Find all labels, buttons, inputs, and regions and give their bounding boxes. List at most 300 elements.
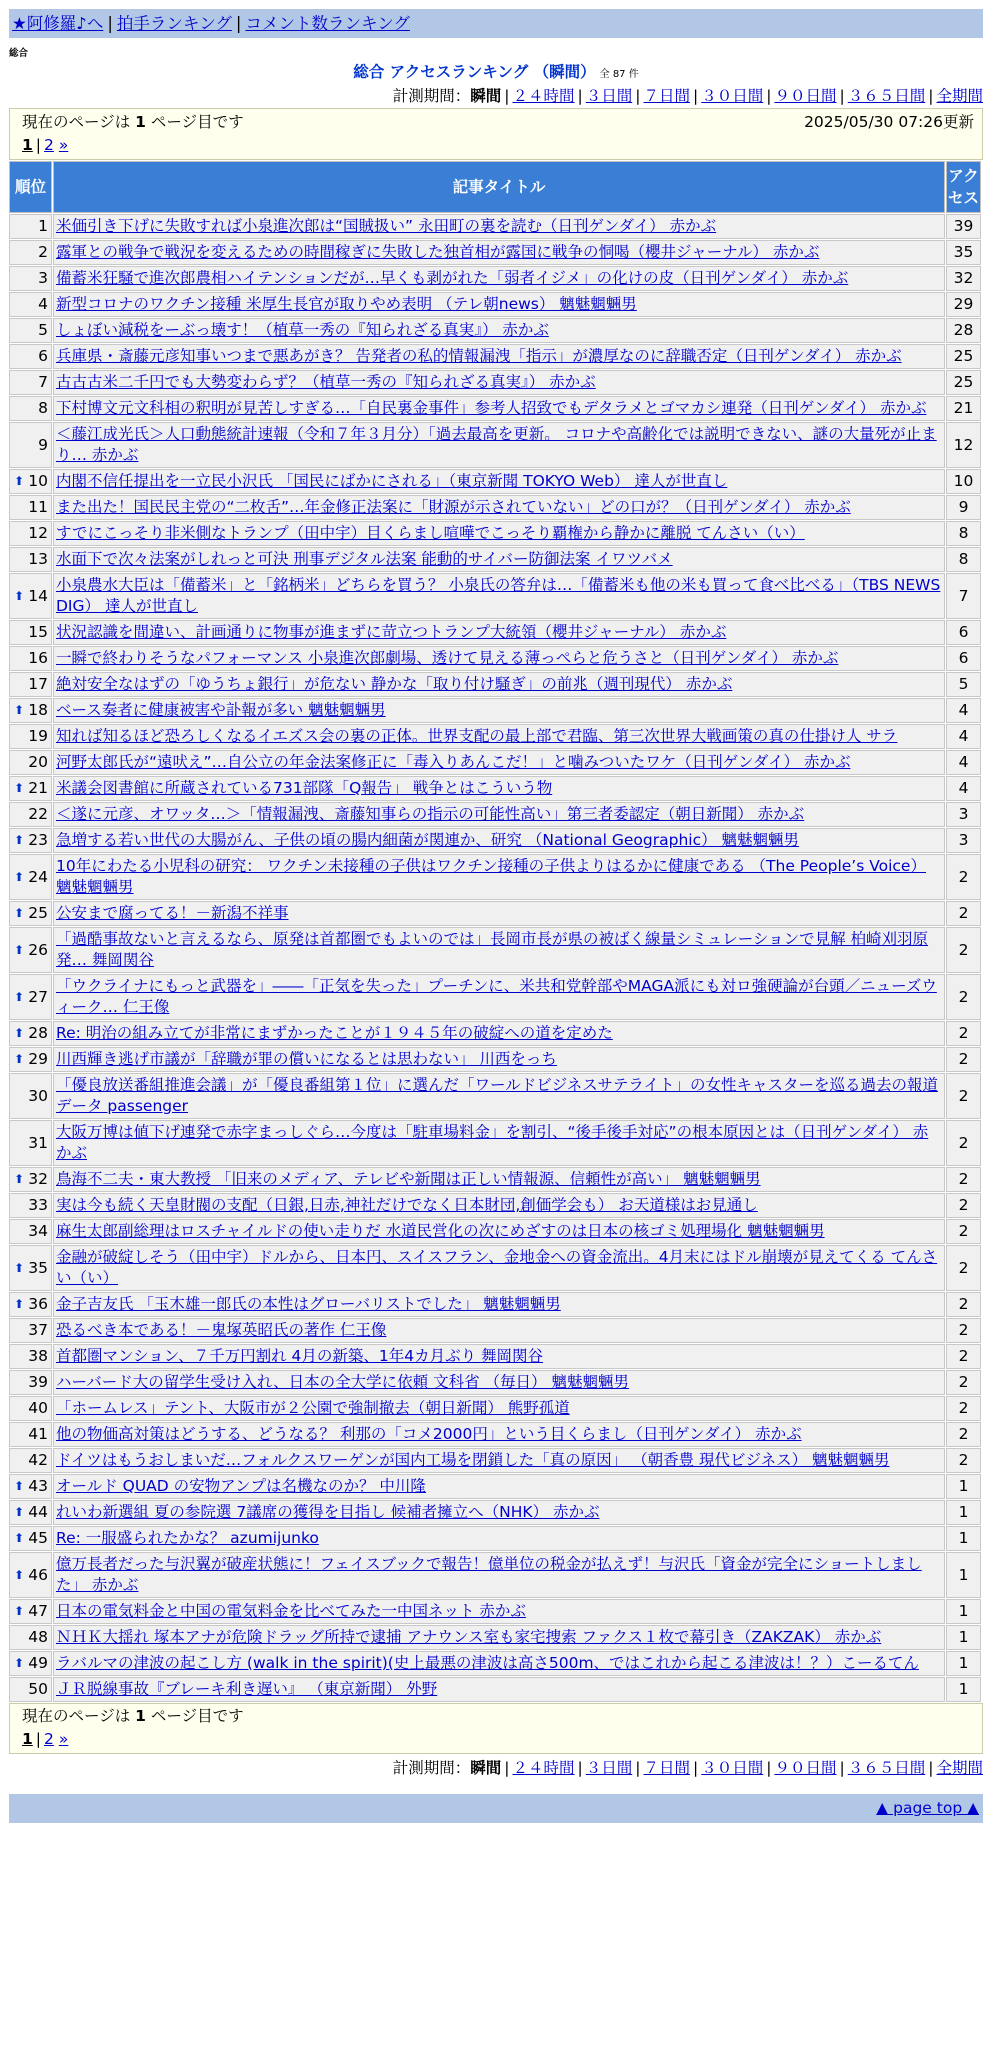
rank-cell (9, 1500, 52, 1525)
title-cell (53, 1120, 945, 1166)
up-arrow-icon: ⬆ (14, 989, 25, 1004)
article-link[interactable]: 日本の電気料金と中国の電気料金を比べてみた一中国ネット 赤かぶ (56, 1602, 526, 1620)
period-option: 瞬間 (470, 87, 502, 105)
pager-next[interactable]: » (58, 1730, 69, 1748)
title-cell (53, 344, 945, 369)
rank-cell (9, 776, 52, 801)
rank-number: 39 (28, 1373, 48, 1391)
header-access: アクセス (946, 161, 981, 213)
up-arrow-icon: ⬆ (14, 1026, 25, 1040)
up-arrow-icon: ⬆ (14, 1567, 25, 1582)
table-row (9, 1500, 981, 1525)
access-count: 2 (946, 1120, 981, 1166)
rank-cell (9, 828, 52, 853)
access-count: 10 (946, 469, 981, 494)
up-arrow-icon: ⬆ (14, 474, 25, 488)
period-option[interactable]: ２４時間 (512, 87, 575, 105)
rank-cell (9, 1396, 52, 1421)
access-count: 2 (946, 1193, 981, 1218)
access-count: 29 (946, 292, 981, 317)
title-cell (53, 646, 945, 671)
article-link[interactable]: 急増する若い世代の大腸がん、子供の頃の腸内細菌が関連か、研究 （National Geographic） 魑魅魍魎男 (56, 831, 800, 849)
article-link[interactable]: 下村博文元文科相の釈明が見苦しすぎる…「自民裏金事件」参考人招致でもデタラメとゴマカシ連発（日刊ゲンダイ） 赤かぶ (56, 399, 927, 417)
article-link[interactable]: 「ウクライナにもっと武器を」――「正気を失った」プーチンに、米共和党幹部やMAGA派にも対ロ強硬論が台頭／ニューズウィーク… 仁王像 (56, 977, 937, 1016)
article-link[interactable]: 米価引き下げに失敗すれば小泉進次郎は“国賊扱い” 永田町の裏を読む（日刊ゲンダイ） 赤かぶ (56, 217, 717, 235)
article-link[interactable]: 「優良放送番組推進会議」が「優良番組第１位」に選んだ「ワールドビジネスサテライト」の女性キャスターを巡る過去の報道データ passenger (56, 1076, 938, 1115)
article-link[interactable]: 金融が破綻しそう（田中宇）ドルから、日本円、スイスフラン、金地金への資金流出。4月末にはドル崩壊が見えてくる てんさい（い） (56, 1248, 938, 1287)
table-row (9, 573, 981, 619)
period-option[interactable]: ３日間 (585, 1759, 633, 1777)
pager-page[interactable]: 2 (44, 1730, 54, 1748)
rank-number: 30 (28, 1086, 48, 1105)
rank-cell (9, 469, 52, 494)
rank-number: 15 (28, 623, 48, 641)
rank-cell (9, 1599, 52, 1624)
rank-number: 9 (38, 435, 48, 454)
rank-cell (9, 1318, 52, 1343)
rank-number: 44 (28, 1503, 48, 1521)
period-option[interactable]: ９０日間 (774, 1759, 837, 1777)
access-count: 2 (946, 1396, 981, 1421)
article-link[interactable]: 「ホームレス」テント、大阪市が２公園で強制撤去（朝日新聞） 熊野孤道 (56, 1399, 570, 1417)
table-row (9, 854, 981, 900)
rank-number: 43 (28, 1477, 48, 1495)
table-row (9, 396, 981, 421)
header-title: 記事タイトル (53, 161, 945, 213)
rank-number: 20 (28, 753, 48, 771)
access-count: 1 (946, 1651, 981, 1676)
rank-cell (9, 370, 52, 395)
article-link[interactable]: 河野太郎氏が“遠吠え”…自公立の年金法案修正に「毒入りあんこだ！」と噛みついたワケ（日刊ゲンダイ） 赤かぶ (56, 753, 851, 771)
article-link[interactable]: また出た！国民民主党の“二枚舌”…年金修正法案に「財源が示されていない」どの口が？（日刊ゲンダイ） 赤かぶ (56, 498, 851, 516)
ranking-table (8, 160, 982, 1703)
rank-cell (9, 750, 52, 775)
article-link[interactable]: 小泉農水大臣は「備蓄米」と「銘柄米」どちらを買う？ 小泉氏の答弁は…「備蓄米も他の米も買って食べ比べる」（TBS NEWS DIG） 達人が世直し (56, 576, 941, 615)
rank-cell (9, 422, 52, 468)
rank-cell (9, 573, 52, 619)
rank-number: 1 (38, 217, 48, 235)
period-separator: | (928, 1759, 934, 1777)
clap-ranking-link[interactable]: 拍手ランキング (116, 14, 232, 33)
access-count: 2 (946, 1318, 981, 1343)
pager-page[interactable]: 2 (44, 136, 54, 154)
rank-number: 10 (28, 472, 48, 490)
access-count: 5 (946, 672, 981, 697)
home-link[interactable]: ★阿修羅♪へ (12, 14, 104, 33)
article-link[interactable]: ＪＲ脱線事故『ブレーキ利き遅い』 （東京新聞） 外野 (56, 1680, 438, 1698)
rank-number: 19 (28, 727, 48, 745)
access-count: 35 (946, 240, 981, 265)
rank-number: 45 (28, 1529, 48, 1547)
article-link[interactable]: 備蓄米狂騒で進次郎農相ハイテンションだが…早くも剥がれた「弱者イジメ」の化けの皮（日刊ゲンダイ） 赤かぶ (56, 269, 849, 287)
title-cell (53, 1047, 945, 1072)
title-cell (53, 547, 945, 572)
title-cell (53, 266, 945, 291)
period-separator: | (504, 1759, 510, 1777)
rank-number: 46 (28, 1565, 48, 1584)
access-count: 7 (946, 573, 981, 619)
rank-number: 32 (28, 1170, 48, 1188)
up-arrow-icon: ⬆ (14, 703, 25, 717)
period-label: 計測期間： (392, 1759, 471, 1777)
rank-cell (9, 396, 52, 421)
up-arrow-icon: ⬆ (14, 869, 25, 884)
pager-next[interactable]: » (58, 136, 69, 154)
article-link[interactable]: 絶対安全なはずの「ゆうちょ銀行」が危ない 静かな「取り付け騒ぎ」の前兆（週刊現代） 赤かぶ (56, 675, 733, 693)
period-separator: | (766, 87, 772, 105)
title-cell (53, 573, 945, 619)
article-link[interactable]: 「過酷事故ないと言えるなら、原発は首都圏でもよいのでは」長岡市長が県の被ばく線量シミュレーションで見解 柏崎刈羽原発… 舞岡関谷 (56, 930, 929, 969)
article-link[interactable]: 他の物価高対策はどうする、どうなる？ 利那の「コメ2000円」という目くらまし（日刊ゲンダイ） 赤かぶ (56, 1425, 802, 1443)
article-link[interactable]: すでにこっそり非米側なトランプ（田中宇）目くらまし喧嘩でこっそり覇権から静かに離脱 てんさい（い） (56, 524, 805, 542)
rank-number: 26 (28, 940, 48, 959)
table-row (9, 750, 981, 775)
rank-number: 21 (28, 779, 48, 797)
article-link[interactable]: 川西輝き逃げ市議が「辞職が罪の償いになるとは思わない」 川西をっち (56, 1050, 557, 1068)
table-row (9, 1120, 981, 1166)
article-link[interactable]: 公安まで腐ってる！－新潟不祥事 (56, 904, 289, 922)
up-arrow-icon: ⬆ (14, 1479, 25, 1493)
rank-cell (9, 1552, 52, 1598)
up-arrow-icon: ⬆ (14, 1297, 25, 1311)
period-selector-bottom (9, 1756, 983, 1780)
article-link[interactable]: Re: 一服盛られたかな？ azumijunko (56, 1529, 319, 1547)
access-count: 9 (946, 495, 981, 520)
article-link[interactable]: 実は今も続く天皇財閥の支配（日銀,日赤,神社だけでなく日本財団,創価学会も） お天道様はお見通し (56, 1196, 758, 1214)
period-option[interactable]: ２４時間 (512, 1759, 575, 1777)
rank-cell (9, 854, 52, 900)
access-count: 32 (946, 266, 981, 291)
rank-cell (9, 1526, 52, 1551)
rank-cell (9, 1047, 52, 1072)
article-link[interactable]: 大阪万博は値下げ連発で赤字まっしぐら…今度は「駐車場料金」を割引、“後手後手対応”の根本原因とは（日刊ゲンダイ） 赤かぶ (56, 1123, 929, 1162)
up-arrow-icon: ⬆ (14, 833, 25, 847)
article-link[interactable]: 状況認識を間違い、計画通りに物事が進まずに苛立つトランプ大統領（櫻井ジャーナル） 赤かぶ (56, 623, 727, 641)
pagination-bottom (9, 1703, 983, 1754)
article-link[interactable]: ベース奏者に健康被害や訃報が多い 魑魅魍魎男 (56, 701, 386, 719)
table-row (9, 1422, 981, 1447)
article-link[interactable]: 知れば知るほど恐ろしくなるイエズス会の裏の正体。世界支配の最上部で君臨、第三次世界大戦画策の真の仕掛け人 サラ (56, 727, 898, 745)
table-row (9, 1651, 981, 1676)
title-cell (53, 1448, 945, 1473)
article-link[interactable]: ＜遂に元彦、オワッタ…＞「情報漏洩、斎藤知事らの指示の可能性高い」第三者委認定（朝日新聞） 赤かぶ (56, 805, 805, 823)
table-row (9, 672, 981, 697)
page-top-link[interactable]: ▲ page top ▲ (876, 1799, 979, 1817)
rank-number: 14 (28, 586, 48, 605)
period-option[interactable]: ７日間 (643, 1759, 690, 1777)
rank-number: 4 (38, 295, 48, 313)
title-cell (53, 1500, 945, 1525)
title-cell (53, 1167, 945, 1192)
period-option[interactable]: ９０日間 (774, 87, 837, 105)
access-count: 2 (946, 901, 981, 926)
header-rank: 順位 (9, 161, 52, 213)
table-row (9, 1292, 981, 1317)
access-count: 2 (946, 1448, 981, 1473)
article-link[interactable]: ＜藤江成光氏＞人口動態統計速報（令和７年３月分）「過去最高を更新。 コロナや高齢化では説明できない、謎の大量死が止まり… 赤かぶ (56, 425, 937, 464)
period-option[interactable]: ３０日間 (701, 87, 764, 105)
table-row (9, 469, 981, 494)
table-row (9, 318, 981, 343)
up-arrow-icon: ⬆ (14, 1604, 25, 1618)
access-count: 2 (946, 927, 981, 973)
title-cell (53, 750, 945, 775)
rank-number: 18 (28, 701, 48, 719)
period-separator: | (928, 87, 934, 105)
access-count: 1 (946, 1552, 981, 1598)
rank-number: 38 (28, 1347, 48, 1365)
rank-number: 41 (28, 1425, 48, 1443)
period-separator: | (839, 87, 845, 105)
pager (22, 1728, 974, 1752)
access-count: 1 (946, 1526, 981, 1551)
rank-cell (9, 646, 52, 671)
title-cell (53, 1526, 945, 1551)
article-link[interactable]: ＮＨＫ大揺れ 塚本アナが危険ドラッグ所持で逮捕 アナウンス室も家宅捜索 ファクス１枚で幕引き（ZAKZAK） 赤かぶ (56, 1628, 882, 1646)
title-cell (53, 1422, 945, 1447)
rank-number: 8 (38, 399, 48, 417)
table-row (9, 1599, 981, 1624)
article-link[interactable]: 兵庫県・斎藤元彦知事いつまで悪あがき？ 告発者の私的情報漏洩「指示」が濃厚なのに辞職否定（日刊ゲンダイ） 赤かぶ (56, 347, 902, 365)
period-label: 計測期間： (392, 87, 471, 105)
title-cell (53, 521, 945, 546)
rank-number: 6 (38, 347, 48, 365)
period-option[interactable]: ３６５日間 (847, 1759, 926, 1777)
page (9, 9, 983, 1823)
rank-cell (9, 1677, 52, 1702)
table-row (9, 344, 981, 369)
article-link[interactable]: 内閣不信任提出を一立民小沢氏 「国民にばかにされる」（東京新聞 TOKYO Web） 達人が世直し (56, 472, 728, 490)
up-arrow-icon: ⬆ (14, 906, 25, 920)
table-row (9, 1021, 981, 1046)
access-count: 39 (946, 214, 981, 239)
table-row (9, 1625, 981, 1650)
comment-ranking-link[interactable]: コメント数ランキング (245, 14, 410, 33)
period-separator: | (693, 87, 699, 105)
article-link[interactable]: ドイツはもうおしまいだ…フォルクスワーゲンが国内工場を閉鎖した「真の原因」 （朝香豊 現代ビジネス） 魑魅魍魎男 (56, 1451, 890, 1469)
access-count: 8 (946, 521, 981, 546)
article-link[interactable]: 金子吉友氏 「玉木雄一郎氏の本性はグローバリストでした」 魑魅魍魎男 (56, 1295, 561, 1313)
title-cell (53, 974, 945, 1020)
rank-number: 42 (28, 1451, 48, 1469)
table-row (9, 1370, 981, 1395)
rank-cell (9, 724, 52, 749)
access-count: 2 (946, 974, 981, 1020)
access-count: 4 (946, 724, 981, 749)
rank-number: 31 (28, 1133, 48, 1152)
access-count: 1 (946, 1474, 981, 1499)
rank-cell (9, 620, 52, 645)
access-count: 2 (946, 854, 981, 900)
article-link[interactable]: 米議会図書館に所蔵されている731部隊「Q報告」 戦争とはこういう物 (56, 779, 553, 797)
rank-number: 29 (28, 1050, 48, 1068)
title-cell (53, 1219, 945, 1244)
pager-separator: | (35, 136, 42, 154)
period-separator: | (839, 1759, 845, 1777)
access-count: 1 (946, 1599, 981, 1624)
table-row (9, 1448, 981, 1473)
access-count: 2 (946, 1167, 981, 1192)
title-cell (53, 1677, 945, 1702)
article-link[interactable]: れいわ新選組 夏の参院選 7議席の獲得を目指し 候補者擁立へ（NHK） 赤かぶ (56, 1503, 600, 1521)
pager-current: 1 (22, 1730, 33, 1748)
article-link[interactable]: 一瞬で終わりそうなパフォーマンス 小泉進次郎劇場、透けて見える薄っぺらと危うさと（日刊ゲンダイ） 赤かぶ (56, 649, 839, 667)
up-arrow-icon: ⬆ (14, 1505, 25, 1519)
rank-cell (9, 1422, 52, 1447)
title-cell (53, 776, 945, 801)
access-count: 2 (946, 1422, 981, 1447)
article-link[interactable]: ラバルマの津波の起こし方 (walk in the spirit)(史上最悪の津波は高さ500m、ではこれから起こる津波は！？）こーるてん (56, 1654, 919, 1672)
table-row (9, 370, 981, 395)
up-arrow-icon: ⬆ (14, 781, 25, 795)
article-link[interactable]: 10年にわたる小児科の研究： ワクチン未接種の子供はワクチン接種の子供よりはるかに健康である （The People’s Voice） 魑魅魍魎男 (56, 857, 926, 896)
rank-number: 2 (38, 243, 48, 261)
period-option[interactable]: ３６５日間 (847, 87, 926, 105)
table-row (9, 646, 981, 671)
rank-number: 22 (28, 805, 48, 823)
up-arrow-icon: ⬆ (14, 588, 25, 603)
access-count: 25 (946, 344, 981, 369)
pager-separator: | (35, 1730, 42, 1748)
article-link[interactable]: 新型コロナのワクチン接種 米厚生長官が取りやめ表明 （テレ朝news） 魑魅魍魎男 (56, 295, 637, 313)
title-cell (53, 240, 945, 265)
rank-cell (9, 1245, 52, 1291)
title-cell (53, 672, 945, 697)
rank-cell (9, 1370, 52, 1395)
article-link[interactable]: 麻生太郎副総理はロスチャイルドの使い走りだ 水道民営化の次にめざすのは日本の核ゴミ処理場化 魑魅魍魎男 (56, 1222, 825, 1240)
article-link[interactable]: 鳥海不二夫・東大教授 「旧来のメディア、テレビや新聞は正しい情報源、信頼性が高い」 魑魅魍魎男 (56, 1170, 761, 1188)
table-row (9, 901, 981, 926)
title-cell (53, 292, 945, 317)
rank-cell (9, 240, 52, 265)
rank-number: 27 (28, 987, 48, 1006)
rank-cell (9, 1651, 52, 1676)
table-row (9, 1677, 981, 1702)
page-title-row (9, 60, 983, 84)
rank-cell (9, 266, 52, 291)
article-link[interactable]: 首都圏マンション、７千万円割れ 4月の新築、1年4カ月ぶり 舞岡関谷 (56, 1347, 544, 1365)
top-nav (9, 9, 983, 38)
up-arrow-icon: ⬆ (14, 1172, 25, 1186)
rank-cell (9, 214, 52, 239)
article-link[interactable]: 露軍との戦争で戦況を変えるための時間稼ぎに失敗した独首相が露国に戦争の恫喝（櫻井ジャーナル） 赤かぶ (56, 243, 820, 261)
title-cell (53, 901, 945, 926)
title-cell (53, 1073, 945, 1119)
access-count: 2 (946, 1245, 981, 1291)
rank-number: 5 (38, 321, 48, 339)
table-row (9, 1245, 981, 1291)
page-title: 総合 アクセスランキング （瞬間） (353, 63, 596, 81)
title-cell (53, 1396, 945, 1421)
table-row (9, 422, 981, 468)
table-row (9, 214, 981, 239)
table-row (9, 1047, 981, 1072)
access-count: 21 (946, 396, 981, 421)
period-separator: | (635, 87, 641, 105)
access-count: 2 (946, 1370, 981, 1395)
rank-number: 35 (28, 1258, 48, 1277)
pagination-top (9, 108, 983, 160)
rank-cell (9, 927, 52, 973)
period-option: 瞬間 (470, 1759, 502, 1777)
up-arrow-icon: ⬆ (14, 1531, 25, 1545)
table-row (9, 1073, 981, 1119)
period-option[interactable]: 全期間 (936, 87, 983, 105)
rank-number: 49 (28, 1654, 48, 1672)
article-link[interactable]: 億万長者だった与沢翼が破産状態に！フェイスブックで報告！億単位の税金が払えず！与沢氏「資金が完全にショートしました」 赤かぶ (56, 1555, 922, 1594)
title-cell (53, 1651, 945, 1676)
rank-cell (9, 1219, 52, 1244)
period-option[interactable]: ７日間 (643, 87, 690, 105)
title-cell (53, 1292, 945, 1317)
rank-number: 50 (28, 1680, 48, 1698)
rank-cell (9, 802, 52, 827)
title-cell (53, 318, 945, 343)
period-option[interactable]: ３０日間 (701, 1759, 764, 1777)
title-cell (53, 620, 945, 645)
title-cell (53, 1474, 945, 1499)
access-count: 2 (946, 1344, 981, 1369)
up-arrow-icon: ⬆ (14, 1260, 25, 1275)
table-row (9, 266, 981, 291)
title-cell (53, 802, 945, 827)
rank-number: 47 (28, 1602, 48, 1620)
article-link[interactable]: 恐るべき本である！－鬼塚英昭氏の著作 仁王像 (56, 1321, 387, 1339)
title-cell (53, 1193, 945, 1218)
title-cell (53, 927, 945, 973)
rank-cell (9, 1193, 52, 1218)
rank-number: 40 (28, 1399, 48, 1417)
up-arrow-icon: ⬆ (14, 942, 25, 957)
table-row (9, 698, 981, 723)
access-count: 2 (946, 1219, 981, 1244)
period-option[interactable]: 全期間 (936, 1759, 983, 1777)
article-link[interactable]: 古古古米二千円でも大勢変わらず？（植草一秀の『知られざる真実』） 赤かぶ (56, 373, 596, 391)
article-link[interactable]: 水面下で次々法案がしれっと可決 刑事デジタル法案 能動的サイバー防御法案 イワツバメ (56, 550, 673, 568)
title-cell (53, 1344, 945, 1369)
access-count: 3 (946, 802, 981, 827)
article-link[interactable]: Re: 明治の組み立てが非常にまずかったことが１９４５年の破綻への道を定めた (56, 1024, 613, 1042)
access-count: 6 (946, 646, 981, 671)
article-link[interactable]: オールド QUAD の安物アンプは名機なのか？ 中川隆 (56, 1477, 426, 1495)
access-count: 1 (946, 1625, 981, 1650)
nav-separator: | (235, 14, 242, 33)
title-cell (53, 1370, 945, 1395)
rank-number: 17 (28, 675, 48, 693)
pager (22, 134, 974, 158)
rank-cell (9, 1167, 52, 1192)
access-count: 3 (946, 828, 981, 853)
table-row (9, 1396, 981, 1421)
title-cell (53, 1552, 945, 1598)
rank-number: 48 (28, 1628, 48, 1646)
article-link[interactable]: ハーバード大の留学生受け入れ、日本の全大学に依頼 文科省 （毎日） 魑魅魍魎男 (56, 1373, 629, 1391)
period-separator: | (577, 1759, 583, 1777)
title-cell (53, 1318, 945, 1343)
access-count: 12 (946, 422, 981, 468)
rank-number: 13 (28, 550, 48, 568)
rank-cell (9, 1344, 52, 1369)
table-row (9, 292, 981, 317)
table-row (9, 547, 981, 572)
category-label: 総合 (9, 48, 29, 59)
title-cell (53, 1625, 945, 1650)
period-option[interactable]: ３日間 (585, 87, 633, 105)
up-arrow-icon: ⬆ (14, 1656, 25, 1670)
title-cell (53, 1021, 945, 1046)
current-page-info: 現在のページは 1 ページ目です (22, 113, 244, 131)
article-link[interactable]: しょぼい減税をーぶっ壊す！（植草一秀の『知られざる真実』） 赤かぶ (56, 321, 549, 339)
